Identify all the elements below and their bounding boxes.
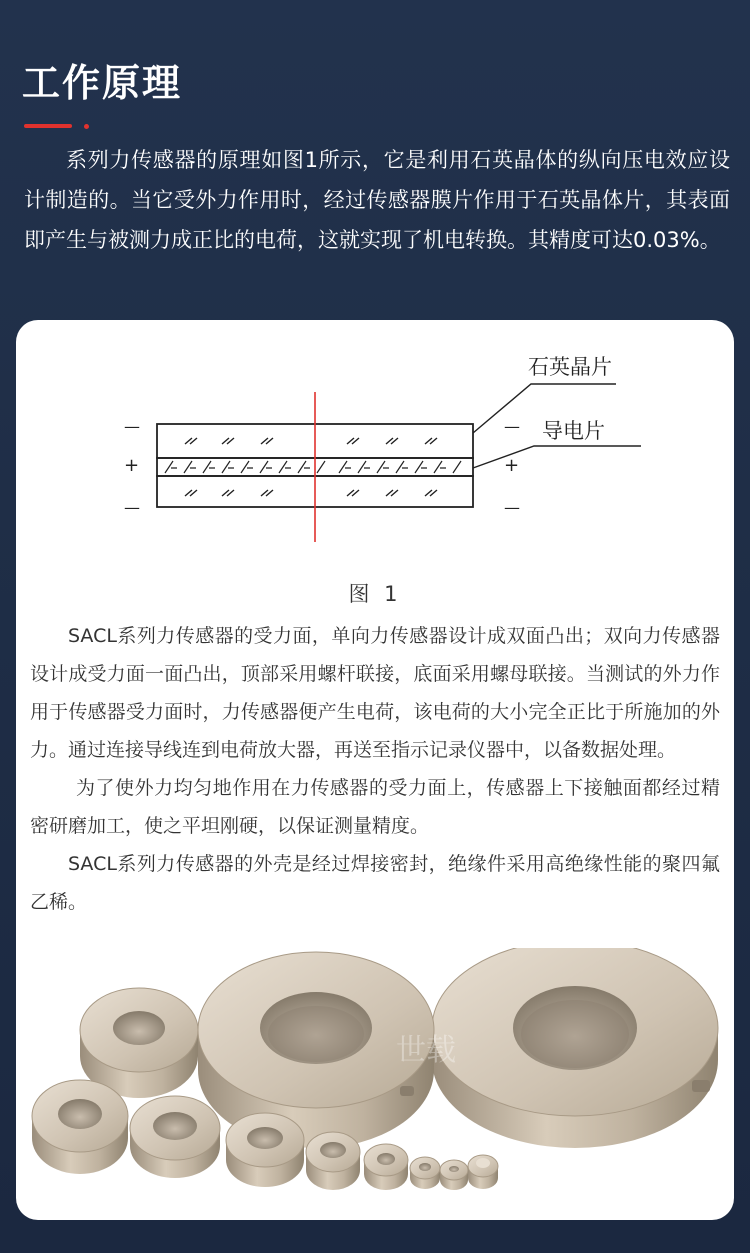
sign-right-top: — [504,417,520,436]
paragraph-2: 为了使外力均匀地作用在力传感器的受力面上，传感器上下接触面都经过精密研磨加工，使之平坦刚硬，以保证测量精度。 [30,777,720,837]
conductor-hatching [165,461,461,473]
label-conductor: 导电片 [542,419,605,443]
figure-caption: 图 1 [348,582,402,606]
paragraph-3: SACL系列力传感器的外壳是经过焊接密封，绝缘件采用高绝缘性能的聚四氟乙稀。 [30,853,720,913]
section-title: 工作原理 [22,61,183,105]
sensor-ring-medium-1 [80,988,198,1098]
title-accent-bar [24,124,72,128]
sensor-ring-small-1 [226,1113,304,1187]
sensor-ring-medium-3 [130,1096,220,1178]
principle-diagram [16,320,734,580]
sign-left-mid: + [124,455,140,476]
description-text [30,617,720,921]
title-accent-dot [84,124,89,129]
sensor-ring-medium-2 [32,1080,128,1174]
sign-left-bottom: — [124,498,140,517]
sensor-ring-tiny-1 [410,1157,440,1189]
sensor-ring-small-3 [364,1144,408,1190]
crystal-bottom-hatching [185,490,437,496]
sign-left-top: — [124,417,140,436]
sign-right-mid: + [504,455,520,476]
sensor-product-photo [16,948,734,1220]
sensor-ring-large-right [432,948,718,1148]
intro-paragraph: 系列力传感器的原理如图1所示，它是利用石英晶体的纵向压电效应设计制造的。当它受外力作用时，经过传感器膜片作用于石英晶体片，其表面即产生与被测力成正比的电荷，这就实现了机电转换。其精度可达0.03%。 [24,148,730,252]
watermark-text: 世载 [396,1033,456,1068]
sensor-ring-tiny-2 [440,1160,468,1190]
label-crystal: 石英晶片 [528,355,612,379]
sensor-ring-small-2 [306,1132,360,1190]
crystal-top-hatching [185,438,437,444]
sensor-button-tiny [468,1155,498,1189]
conductor-leader-line [473,446,641,468]
paragraph-1: SACL系列力传感器的受力面，单向力传感器设计成双面凸出；双向力传感器设计成受力面一面凸出，顶部采用螺杆联接，底面采用螺母联接。当测试的外力作用于传感器受力面时，力传感器便产生电荷，该电荷的大小完全正比于所施加的外力。通过连接导线连到电荷放大器，再送至指示记录仪器中，以备数据处理。 [30,625,720,761]
sign-right-bottom: — [504,498,520,517]
content-card [16,320,734,1220]
